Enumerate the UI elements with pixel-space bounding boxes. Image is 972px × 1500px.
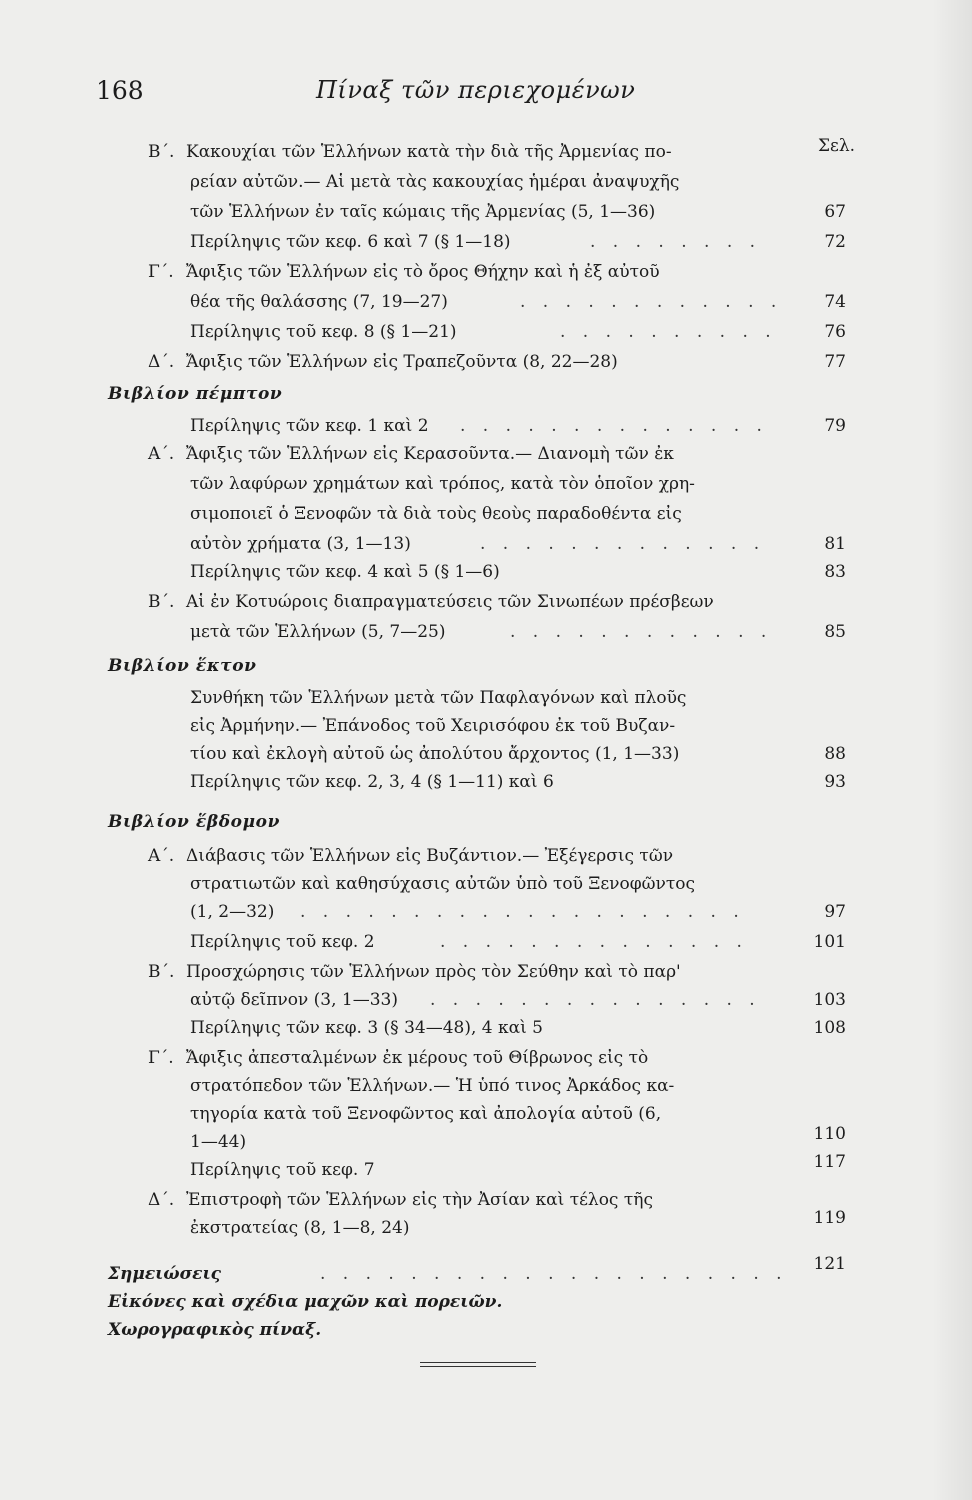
book-heading: Βιβλίον ἕβδομον: [108, 812, 280, 832]
entry-label: Β΄.: [148, 142, 175, 162]
summary-line: Περίληψις τῶν κεφ. 1 καὶ 2: [190, 416, 429, 436]
closing-rule-top: [420, 1362, 536, 1363]
entry-line: Ἄφιξις ἀπεσταλμένων ἐκ μέρους τοῦ Θίβρωνος εἰς τὸ: [186, 1048, 649, 1068]
entry-page: 88: [824, 744, 846, 764]
dot-leader: . . . . . . . . . . . . . . . . . . . . .: [320, 1264, 788, 1284]
dot-leader: . . . . . . . . . . . .: [520, 292, 783, 312]
entry-page: 67: [824, 202, 846, 222]
entry-line: εἰς Ἀρμήνην.— Ἐπάνοδος τοῦ Χειρισόφου ἐκ τοῦ Βυζαν-: [190, 716, 676, 736]
summary-line: Περίληψις τῶν κεφ. 2, 3, 4 (§ 1—11) καὶ 6: [190, 772, 554, 792]
figures-heading: Εἰκόνες καὶ σχέδια μαχῶν καὶ πορειῶν.: [108, 1292, 503, 1312]
summary-line: Περίληψις τοῦ κεφ. 2: [190, 932, 375, 952]
page-edge-shadow: [932, 0, 972, 1500]
summary-page: 117: [813, 1152, 846, 1172]
entry-line: Κακουχίαι τῶν Ἑλλήνων κατὰ τὴν διὰ τῆς Ἀρμενίας πο-: [186, 142, 672, 162]
entry-line: ρείαν αὐτῶν.— Αἱ μετὰ τὰς κακουχίας ἡμέραι ἀναψυχῆς: [190, 172, 680, 192]
dot-leader: . . . . . . . . . .: [560, 322, 777, 342]
entry-page: 119: [813, 1208, 846, 1228]
dot-leader: . . . . . . . . . . . .: [510, 622, 773, 642]
entry-label: Δ΄.: [148, 352, 175, 372]
summary-page: 93: [824, 772, 846, 792]
summary-line: Περίληψις τῶν κεφ. 6 καὶ 7 (§ 1—18): [190, 232, 511, 252]
entry-line: στρατιωτῶν καὶ καθησύχασις αὐτῶν ὑπὸ τοῦ Ξενοφῶντος: [190, 874, 695, 894]
entry-line: Αἱ ἐν Κοτυώροις διαπραγματεύσεις τῶν Σινωπέων πρέσβεων: [186, 592, 714, 612]
entry-page: 81: [824, 534, 846, 554]
entry-line: Προσχώρησις τῶν Ἑλλήνων πρὸς τὸν Σεύθην καὶ τὸ παρ': [186, 962, 681, 982]
dot-leader: . . . . . . . . . . . . .: [480, 534, 766, 554]
summary-page: 79: [824, 416, 846, 436]
summary-page: 108: [813, 1018, 846, 1038]
entry-page: 74: [824, 292, 846, 312]
closing-rule-bottom: [420, 1366, 536, 1367]
entry-line: τῶν Ἑλλήνων ἐν ταῖς κώμαις τῆς Ἀρμενίας (5, 1—36): [190, 202, 656, 222]
entry-line: στρατόπεδον τῶν Ἑλλήνων.— Ἡ ὑπό τινος Ἀρκάδος κα-: [190, 1076, 675, 1096]
entry-page: 110: [813, 1124, 846, 1144]
entry-line: Ἐπιστροφὴ τῶν Ἑλλήνων εἰς τὴν Ἀσίαν καὶ τέλος τῆς: [186, 1190, 653, 1210]
entry-label: Β΄.: [148, 592, 175, 612]
entry-label: Γ΄.: [148, 262, 174, 282]
entry-line: μετὰ τῶν Ἑλλήνων (5, 7—25): [190, 622, 446, 642]
summary-page: 83: [824, 562, 846, 582]
dot-leader: . . . . . . . .: [590, 232, 762, 252]
map-heading: Χωρογραφικὸς πίναξ.: [108, 1320, 322, 1340]
entry-page: 85: [824, 622, 846, 642]
summary-page: 72: [824, 232, 846, 252]
entry-line: (1, 2—32): [190, 902, 275, 922]
entry-line: ἐκστρατείας (8, 1—8, 24): [190, 1218, 410, 1238]
entry-page: 77: [824, 352, 846, 372]
entry-line: τηγορία κατὰ τοῦ Ξενοφῶντος καὶ ἀπολογία αὐτοῦ (6,: [190, 1104, 662, 1124]
entry-line: σιμοποιεῖ ὁ Ξενοφῶν τὰ διὰ τοὺς θεοὺς παραδοθέντα εἰς: [190, 504, 682, 524]
entry-line: τίου καὶ ἐκλογὴ αὐτοῦ ὡς ἀπολύτου ἄρχοντος (1, 1—33): [190, 744, 680, 764]
entry-line: αὐτῷ δεῖπνον (3, 1—33): [190, 990, 399, 1010]
page-column-label: Σελ.: [818, 136, 856, 156]
book-heading: Βιβλίον ἕκτον: [108, 656, 257, 676]
summary-line: Περίληψις τῶν κεφ. 3 (§ 34—48), 4 καὶ 5: [190, 1018, 543, 1038]
notes-page: 121: [813, 1254, 846, 1274]
entry-label: Δ΄.: [148, 1190, 175, 1210]
entry-line: Ἄφιξις τῶν Ἑλλήνων εἰς Κερασοῦντα.— Διανομὴ τῶν ἐκ: [186, 444, 674, 464]
summary-page: 76: [824, 322, 846, 342]
entry-label: Α΄.: [148, 846, 175, 866]
entry-line: θέα τῆς θαλάσσης (7, 19—27): [190, 292, 448, 312]
entry-line: 1—44): [190, 1132, 247, 1152]
page-number: 168: [96, 76, 144, 105]
summary-page: 101: [813, 932, 846, 952]
entry-page: 97: [824, 902, 846, 922]
dot-leader: . . . . . . . . . . . . . .: [440, 932, 748, 952]
entry-label: Β΄.: [148, 962, 175, 982]
dot-leader: . . . . . . . . . . . . . .: [460, 416, 768, 436]
entry-line: τῶν λαφύρων χρημάτων καὶ τρόπος, κατὰ τὸν ὁποῖον χρη-: [190, 474, 695, 494]
entry-line: Συνθήκη τῶν Ἑλλήνων μετὰ τῶν Παφλαγόνων καὶ πλοῦς: [190, 688, 687, 708]
notes-heading: Σημειώσεις: [108, 1264, 222, 1284]
dot-leader: . . . . . . . . . . . . . . .: [430, 990, 761, 1010]
entry-label: Γ΄.: [148, 1048, 174, 1068]
running-head: Πίναξ τῶν περιεχομένων: [316, 76, 636, 104]
entry-page: 103: [813, 990, 846, 1010]
entry-line: αὐτὸν χρήματα (3, 1—13): [190, 534, 411, 554]
entry-line: Ἄφιξις τῶν Ἑλλήνων εἰς Τραπεζοῦντα (8, 22—28): [186, 352, 618, 372]
entry-line: Ἄφιξις τῶν Ἑλλήνων εἰς τὸ ὄρος Θήχην καὶ ἡ ἐξ αὐτοῦ: [186, 262, 660, 282]
summary-line: Περίληψις τοῦ κεφ. 7: [190, 1160, 375, 1180]
book-heading: Βιβλίον πέμπτον: [108, 384, 283, 404]
entry-label: Α΄.: [148, 444, 175, 464]
entry-line: Διάβασις τῶν Ἑλλήνων εἰς Βυζάντιον.— Ἐξέγερσις τῶν: [186, 846, 674, 866]
summary-line: Περίληψις τοῦ κεφ. 8 (§ 1—21): [190, 322, 457, 342]
summary-line: Περίληψις τῶν κεφ. 4 καὶ 5 (§ 1—6): [190, 562, 500, 582]
dot-leader: . . . . . . . . . . . . . . . . . . . .: [300, 902, 745, 922]
